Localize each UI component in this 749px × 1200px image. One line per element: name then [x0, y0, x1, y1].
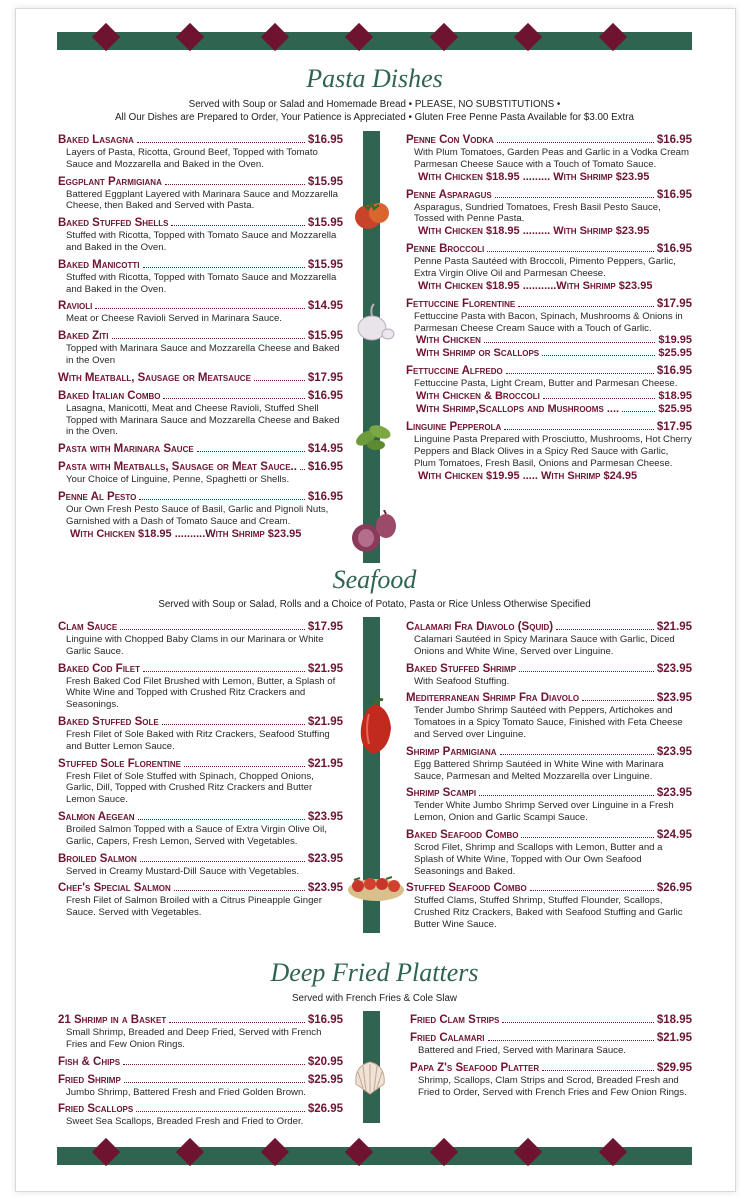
menu-item-price: $21.95 [307, 662, 343, 675]
option-name: With Chicken [416, 334, 481, 347]
menu-item-name: Calamari Fra Diavolo (Squid) [406, 621, 554, 633]
dot-leader [300, 469, 305, 470]
menu-item-name: Mediterranean Shrimp Fra Diavolo [406, 692, 580, 705]
bruschetta-icon [346, 870, 406, 904]
menu-item-heading [58, 259, 343, 272]
menu-item-price: $23.95 [656, 745, 692, 758]
menu-item-price: $16.95 [656, 365, 692, 378]
dot-leader [120, 629, 305, 630]
menu-item-description: Tender White Jumbo Shrimp Served over Linguine in a Fresh Lemon, Onion and Garlic Scampi Sauce. [414, 800, 674, 824]
menu-item [406, 365, 692, 416]
menu-item-heading [406, 243, 692, 256]
dot-leader [163, 398, 304, 399]
dot-leader [582, 700, 654, 701]
option-name: With Chicken & Broccoli [416, 390, 540, 403]
menu-item [58, 176, 343, 213]
menu-item-price: $16.95 [656, 134, 692, 146]
menu-item [406, 882, 692, 930]
dot-leader [171, 225, 304, 226]
menu-item-heading [58, 758, 343, 771]
menu-item [406, 787, 692, 824]
dot-leader [137, 142, 305, 143]
pasta-left-column [58, 134, 343, 546]
menu-item-price: $23.95 [656, 787, 692, 800]
menu-item [58, 443, 343, 456]
menu-item [406, 692, 692, 740]
menu-item-price: $16.95 [656, 243, 692, 256]
menu-item-name: 21 Shrimp in a Basket [58, 1014, 167, 1026]
menu-item-name: Stuffed Seafood Combo [406, 882, 527, 895]
menu-item [410, 1032, 692, 1057]
menu-item-heading [58, 716, 343, 729]
menu-item-name: Penne Con Vodka [406, 134, 494, 146]
fried-section-title: Deep Fried Platters [270, 958, 479, 987]
menu-item-price: $15.95 [307, 217, 343, 230]
dot-leader [487, 251, 654, 252]
dot-leader [484, 342, 655, 343]
dot-leader [143, 671, 305, 672]
menu-item-heading [406, 746, 692, 759]
menu-item-price: $18.95 [656, 1014, 692, 1026]
menu-item-price: $23.95 [656, 692, 692, 705]
menu-item-description: Stuffed with Ricotta, Topped with Tomato Sauce and Mozzarella and Baked in the Oven. [66, 271, 337, 295]
menu-item-heading [406, 421, 692, 434]
menu-item [58, 491, 343, 541]
menu-item [58, 390, 343, 438]
menu-item-heading [58, 1056, 343, 1069]
dot-leader [140, 861, 305, 862]
menu-item-heading [58, 443, 343, 456]
menu-item [58, 300, 343, 325]
dot-leader [542, 355, 655, 356]
menu-item-heading [58, 811, 343, 824]
menu-item-description: Linguine with Chopped Baby Clams in our Marinara or White Garlic Sauce. [66, 634, 324, 657]
dot-leader [518, 306, 654, 307]
menu-item-description: Topped with Marinara Sauce and Mozzarella Cheese and Baked in the Oven [66, 343, 340, 366]
menu-item-price: $16.95 [307, 1014, 343, 1026]
menu-item-description: Lasagna, Manicotti, Meat and Cheese Ravioli, Stuffed Shell Topped with Marinara Sauce and Mozzarella Cheese and Baked in the Oven. [66, 402, 340, 438]
menu-item-description: With Plum Tomatoes, Garden Peas and Garlic in a Vodka Cream Parmesan Cheese Sauce with a Touch of Tomato Sauce. [414, 147, 689, 170]
menu-item [410, 1062, 692, 1099]
menu-item-price: $16.95 [307, 461, 343, 474]
menu-item-name: Baked Ziti [58, 330, 109, 343]
fried-subtitle: Served with French Fries & Cole Slaw [292, 993, 457, 1004]
dot-leader [530, 890, 654, 891]
menu-item-name: Clam Sauce [58, 621, 118, 633]
menu-item [58, 1014, 343, 1051]
menu-item-heading [406, 365, 692, 378]
menu-item [406, 189, 692, 239]
menu-item-description: Tender Jumbo Shrimp Sautéed with Peppers, Artichokes and Tomatoes in a Spicy Tomato Sauce, Finished with Feta Cheese and Served over Linguine. [414, 705, 683, 740]
menu-item-price: $26.95 [656, 882, 692, 895]
menu-item-option [406, 403, 692, 416]
menu-item-description: Penne Pasta Sautéed with Broccoli, Pimento Peppers, Garlic, Extra Virgin Olive Oil and Parmesan Cheese. [414, 256, 676, 279]
dot-leader [488, 1040, 654, 1041]
menu-item [58, 134, 343, 171]
menu-item-heading [406, 882, 692, 895]
menu-item [406, 134, 692, 184]
menu-item-option [406, 390, 692, 403]
menu-item-name: Fish & Chips [58, 1055, 121, 1068]
dot-leader [506, 373, 654, 374]
red-pepper-icon [353, 698, 399, 758]
menu-item-name: Fried Shrimp [58, 1073, 121, 1086]
menu-item-name: Linguine Pepperola [406, 421, 502, 434]
menu-item-heading [58, 621, 343, 634]
bottom-border-band [57, 1147, 692, 1165]
menu-item-price: $23.95 [307, 882, 343, 895]
dot-leader [502, 1022, 653, 1023]
option-price: $25.95 [658, 403, 692, 416]
seafood-left-column [58, 621, 343, 924]
menu-item [58, 853, 343, 878]
seafood-subtitle: Served with Soup or Salad, Rolls and a Choice of Potato, Pasta or Rice Unless Otherwise Specified [158, 599, 591, 610]
menu-item-name: Baked Italian Combo [58, 389, 161, 402]
menu-item-name: Chef's Special Salmon [58, 882, 171, 895]
menu-item-price: $15.95 [307, 175, 343, 188]
menu-item-description: Your Choice of Linguine, Penne, Spaghetti or Shells. [66, 474, 290, 486]
menu-item-price: $14.95 [307, 443, 343, 456]
menu-item-price: $20.95 [307, 1055, 343, 1068]
dot-leader [500, 754, 654, 755]
dot-leader [495, 197, 654, 198]
menu-item [58, 1074, 343, 1099]
menu-item-heading [410, 1062, 692, 1075]
menu-item-heading [58, 176, 343, 189]
menu-item-heading [58, 134, 343, 147]
dot-leader [254, 380, 305, 381]
menu-item-description: Linguine Pasta Prepared with Prosciutto, Mushrooms, Hot Cherry Peppers and Black Olives in a Spicy Red Sauce with Garlic, Plum Tomatoes, Fresh Basil, Onions and Parmesan Cheese. [414, 434, 692, 469]
option-name: With Shrimp or Scallops [416, 347, 540, 360]
onion-icon [348, 510, 402, 556]
menu-item-name: Shrimp Scampi [406, 787, 477, 800]
dot-leader [95, 308, 304, 309]
menu-item-heading [406, 663, 692, 676]
menu-item-heading [58, 461, 343, 474]
menu-item-price: $21.95 [307, 757, 343, 770]
menu-item-description: Fettuccine Pasta, Light Cream, Butter and Parmesan Cheese. [414, 378, 678, 390]
dot-leader [169, 1022, 305, 1023]
menu-item-name: Eggplant Parmigiana [58, 175, 162, 188]
menu-item [58, 811, 343, 848]
menu-item [58, 621, 343, 658]
option-price: $25.95 [658, 347, 692, 360]
menu-item [58, 882, 343, 919]
menu-item [406, 621, 692, 658]
menu-item-name: Baked Manicotti [58, 258, 140, 271]
option-price: $18.95 [658, 390, 692, 403]
menu-item-heading [58, 372, 343, 385]
pasta-subtitle-1: Served with Soup or Salad and Homemade Bread • PLEASE, NO SUBSTITUTIONS • [188, 99, 561, 110]
menu-item [406, 663, 692, 688]
menu-item-description: Fresh Filet of Salmon Broiled with a Citrus Pineapple Ginger Sauce. Served with Vegetables. [66, 895, 322, 919]
menu-item [406, 298, 692, 361]
menu-item-description: Stuffed Clams, Stuffed Shrimp, Stuffed Flounder, Scallops, Crushed Ritz Crackers, Baked with Seafood Stuffing and Garlic Butter Wine Sauce. [414, 895, 683, 930]
menu-item-name: Baked Stuffed Sole [58, 715, 159, 728]
option-name: With Shrimp,Scallops and Mushrooms .... [416, 403, 620, 416]
dot-leader [136, 1111, 305, 1112]
dot-leader [112, 338, 305, 339]
menu-item-heading [58, 1074, 343, 1087]
menu-item-description: Fresh Baked Cod Filet Brushed with Lemon, Butter, a Splash of White Wine and Topped with Crushed Ritz Crackers and Seasonings. [66, 675, 336, 711]
menu-item-name: Baked Seafood Combo [406, 828, 519, 841]
menu-item-description: Meat or Cheese Ravioli Served in Marinara Sauce. [66, 313, 282, 325]
menu-item-description: Fresh Filet of Sole Stuffed with Spinach, Chopped Onions, Garlic, Dill, Topped with Crushed Ritz Crackers and Butter Lemon Sauce. [66, 770, 314, 806]
dot-leader [124, 1082, 305, 1083]
menu-item-name: Fried Clam Strips [410, 1014, 500, 1026]
menu-item-description: Fettuccine Pasta with Bacon, Spinach, Mushrooms & Onions in Parmesan Cheese Cream Sauce with a Touch of Garlic. [414, 310, 683, 334]
menu-item-description: Asparagus, Sundried Tomatoes, Fresh Basil Pesto Sauce, Tossed with Penne Pasta. [414, 201, 661, 225]
menu-item-description: Jumbo Shrimp, Battered Fresh and Fried Golden Brown. [66, 1086, 306, 1098]
menu-item-add-on-options: With Chicken $18.95 ..........With Shrimp $23.95 [70, 527, 302, 540]
menu-item-price: $16.95 [656, 188, 692, 201]
pasta-subtitle-2: All Our Dishes are Prepared to Order, Your Patience is Appreciated • Gluten Free Penne Pasta Available for $3.00 Extra [115, 112, 634, 123]
menu-item [406, 421, 692, 482]
dot-leader [622, 411, 655, 412]
menu-item-heading [58, 1014, 343, 1027]
menu-item-add-on-options: With Chicken $19.95 ..... With Shrimp $24.95 [418, 469, 638, 482]
dot-leader [556, 629, 654, 630]
menu-item-description: Scrod Filet, Shrimp and Scallops with Lemon, Butter and a Splash of White Wine, Topped with Our Own Seafood Seasonings and Baked. [414, 841, 663, 877]
menu-item-add-on-options: With Chicken $18.95 ......... With Shrimp $23.95 [418, 170, 650, 183]
menu-item-name: Stuffed Sole Florentine [58, 757, 181, 770]
menu-item-heading [410, 1014, 692, 1027]
menu-item-description: With Seafood Stuffing. [414, 675, 510, 687]
dot-leader [479, 795, 654, 796]
menu-item-price: $16.95 [307, 389, 343, 402]
menu-item-heading [406, 134, 692, 147]
dot-leader [521, 837, 653, 838]
menu-item-heading [58, 330, 343, 343]
fried-right-column [410, 1014, 692, 1103]
dot-leader [162, 724, 305, 725]
menu-item-heading [58, 491, 343, 504]
top-border-band [57, 32, 692, 50]
option-price: $19.95 [658, 334, 692, 347]
menu-item-price: $26.95 [307, 1103, 343, 1116]
menu-item-heading [58, 882, 343, 895]
menu-item-name: Penne Asparagus [406, 188, 492, 201]
menu-item [406, 829, 692, 877]
fried-left-column [58, 1014, 343, 1133]
dot-leader [543, 398, 656, 399]
menu-item [58, 259, 343, 296]
menu-item-price: $17.95 [656, 297, 692, 310]
menu-item-heading [406, 692, 692, 705]
menu-item-name: Baked Cod Filet [58, 662, 141, 675]
menu-item-description: Calamari Sautéed in Spicy Marinara Sauce with Garlic, Diced Onions and White Wine, Served over Linguine. [414, 634, 675, 657]
menu-item-heading [58, 217, 343, 230]
menu-item-name: Fettuccine Florentine [406, 297, 516, 310]
menu-item-heading [58, 390, 343, 403]
menu-item-heading [406, 298, 692, 311]
menu-item-price: $15.95 [307, 258, 343, 271]
menu-item-price: $17.95 [307, 621, 343, 633]
menu-item-name: Shrimp Parmigiana [406, 745, 497, 758]
dot-leader [165, 184, 305, 185]
menu-item-description: Fresh Filet of Sole Baked with Ritz Crackers, Seafood Stuffing and Butter Lemon Sauce. [66, 728, 330, 752]
menu-item-name: Penne Broccoli [406, 243, 485, 256]
menu-item-name: Fried Calamari [410, 1032, 485, 1044]
menu-item-heading [58, 853, 343, 866]
dot-leader [139, 499, 304, 500]
menu-item [58, 461, 343, 486]
menu-item-price: $21.95 [656, 1032, 692, 1044]
menu-item-name: Baked Stuffed Shells [58, 217, 169, 230]
menu-item-heading [406, 829, 692, 842]
menu-item-add-on-options: With Chicken $18.95 ...........With Shrimp $23.95 [418, 279, 653, 292]
menu-item-name: Papa Z's Seafood Platter [410, 1061, 540, 1074]
menu-item [58, 663, 343, 711]
menu-item-price: $29.95 [656, 1061, 692, 1074]
menu-item-price: $17.95 [307, 371, 343, 384]
menu-item-heading [406, 189, 692, 202]
menu-item-name: Penne Al Pesto [58, 490, 137, 503]
menu-item-price: $14.95 [307, 300, 343, 313]
menu-item-price: $25.95 [307, 1073, 343, 1086]
menu-item-price: $17.95 [656, 421, 692, 434]
menu-item-heading [58, 300, 343, 313]
tomato-icon [352, 193, 392, 233]
menu-item-price: $21.95 [656, 621, 692, 633]
menu-item-description: Sweet Sea Scallops, Breaded Fresh and Fried to Order. [66, 1116, 304, 1128]
dot-leader [138, 819, 305, 820]
dot-leader [143, 267, 305, 268]
menu-item-name: Fettuccine Alfredo [406, 365, 503, 378]
menu-item-heading [410, 1032, 692, 1045]
menu-item-price: $16.95 [307, 490, 343, 503]
pasta-section-title: Pasta Dishes [306, 64, 443, 93]
menu-item-heading [406, 787, 692, 800]
menu-item-description: Battered Eggplant Layered with Marinara Sauce and Mozzarella Cheese, then Baked and Served with Pasta. [66, 188, 338, 212]
menu-item-description: Layers of Pasta, Ricotta, Ground Beef, Topped with Tomato Sauce and Mozzarella and Baked in the Oven. [66, 147, 318, 170]
menu-item-name: Salmon Aegean [58, 810, 135, 823]
menu-item-name: Baked Lasagna [58, 134, 134, 146]
menu-item [58, 758, 343, 806]
menu-item [58, 217, 343, 254]
dot-leader [542, 1070, 654, 1071]
dot-leader [123, 1064, 305, 1065]
menu-item-heading [406, 621, 692, 634]
menu-item-option [406, 347, 692, 360]
menu-item-price: $15.95 [307, 330, 343, 343]
menu-item-price: $24.95 [656, 828, 692, 841]
menu-item-name: Baked Stuffed Shrimp [406, 662, 517, 675]
dot-leader [504, 429, 654, 430]
menu-item [58, 1056, 343, 1069]
menu-item-price: $23.95 [307, 810, 343, 823]
menu-item-add-on-options: With Chicken $18.95 ......... With Shrimp $23.95 [418, 225, 650, 238]
menu-item [58, 1103, 343, 1128]
menu-item [58, 330, 343, 367]
menu-item-price: $21.95 [307, 715, 343, 728]
menu-item-heading [58, 1103, 343, 1116]
menu-item-description: Stuffed with Ricotta, Topped with Tomato Sauce and Mozzarella and Baked in the Oven. [66, 230, 337, 253]
basil-icon [352, 418, 396, 454]
menu-item [410, 1014, 692, 1027]
seafood-section-title: Seafood [332, 565, 417, 594]
menu-item-name: Pasta with Marinara Sauce [58, 443, 194, 456]
menu-item-description: Broiled Salmon Topped with a Sauce of Extra Virgin Olive Oil, Garlic, Capers, Fresh Lemon, Served with Vegetables. [66, 823, 327, 847]
menu-item-option [406, 334, 692, 347]
menu-item-description: Battered and Fried, Served with Marinara Sauce. [418, 1045, 626, 1056]
menu-item-name: Broiled Salmon [58, 852, 137, 865]
menu-item [406, 243, 692, 293]
menu-item-description: Served in Creamy Mustard-Dill Sauce with Vegetables. [66, 865, 300, 877]
seashell-icon [352, 1058, 388, 1098]
dot-leader [197, 451, 305, 452]
menu-item-description: Egg Battered Shrimp Sautéed in White Wine with Marinara Sauce, Parmesan and Melted Mozzarella over Linguine. [414, 758, 664, 782]
menu-item-name: With Meatball, Sausage or Meatsauce [58, 371, 251, 384]
menu-item-name: Ravioli [58, 300, 93, 313]
menu-item [58, 716, 343, 753]
pasta-right-column [406, 134, 692, 488]
menu-item-heading [58, 663, 343, 676]
menu-item-price: $16.95 [307, 134, 343, 146]
dot-leader [184, 766, 305, 767]
dot-leader [497, 142, 654, 143]
menu-item-description: Our Own Fresh Pesto Sauce of Basil, Garlic and Pignoli Nuts, Garnished with a Dash of Tomato Sauce and Cream. [66, 503, 329, 527]
menu-item [58, 372, 343, 385]
menu-item-description: Shrimp, Scallops, Clam Strips and Scrod, Breaded Fresh and Fried to Order, Served with French Fries and Few Onion Rings. [418, 1074, 687, 1098]
seafood-right-column [406, 621, 692, 936]
menu-item-description: Small Shrimp, Breaded and Deep Fried, Served with French Fries and Few Onion Rings. [66, 1027, 322, 1050]
dot-leader [519, 671, 654, 672]
garlic-icon [352, 302, 398, 344]
dot-leader [174, 890, 305, 891]
menu-item-name: Pasta with Meatballs, Sausage or Meat Sauce.. [58, 461, 297, 474]
menu-item [406, 746, 692, 783]
menu-item-price: $23.95 [656, 662, 692, 675]
menu-item-name: Fried Scallops [58, 1103, 134, 1116]
menu-item-price: $23.95 [307, 852, 343, 865]
